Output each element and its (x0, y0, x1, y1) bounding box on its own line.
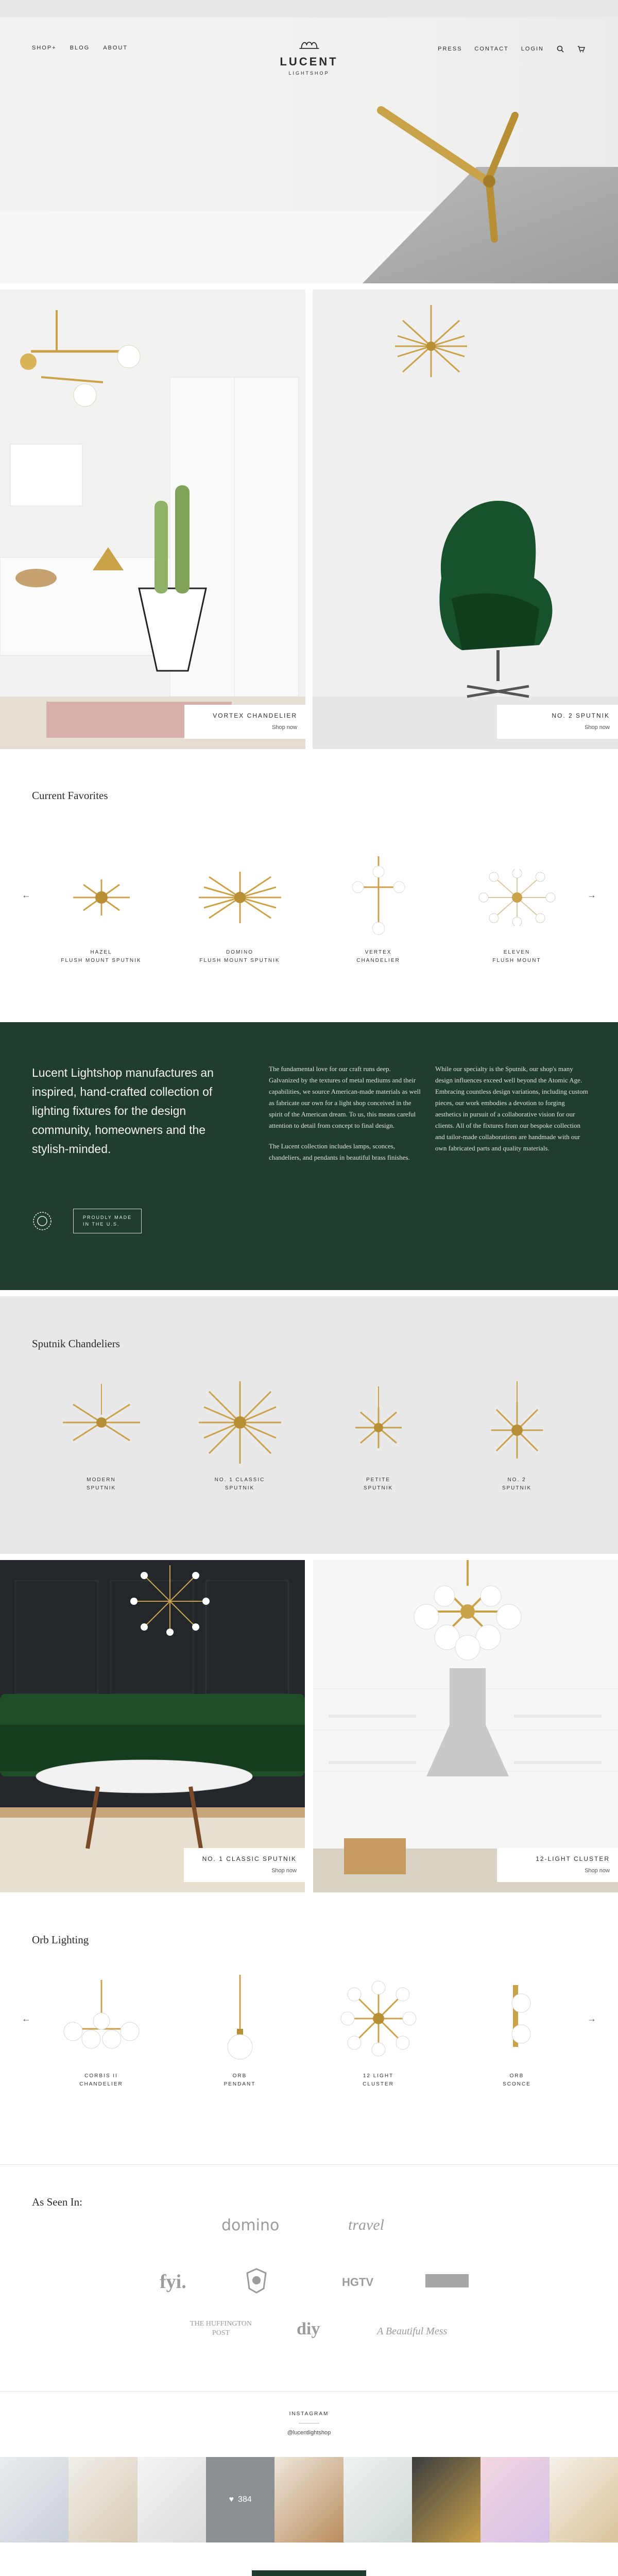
press-crest-icon (245, 2268, 268, 2294)
top-strip (0, 0, 618, 18)
nav-press[interactable]: PRESS (438, 46, 462, 52)
press-logo-domino: domino (221, 2216, 280, 2234)
vortex-shop-link[interactable]: Shop now (272, 724, 297, 731)
product-corbis-ii[interactable] (42, 1972, 161, 2089)
favorites-next-icon[interactable]: → (587, 890, 596, 900)
nav-login[interactable]: LOGIN (521, 46, 544, 52)
badge-line-1: PROUDLY MADE (83, 1215, 132, 1220)
feature-panel-no1-classic[interactable] (0, 1560, 305, 1892)
feature-panel-vortex[interactable] (0, 290, 305, 749)
petite-sputnik-name-1: PETITE (366, 1477, 390, 1483)
orb-sconce-name-2: SCONCE (503, 2081, 531, 2087)
nav-contact[interactable]: CONTACT (474, 46, 509, 52)
cluster-shop-link[interactable]: Shop now (585, 1868, 610, 1874)
vortex-caption (184, 705, 305, 739)
heart-icon: ♥ (229, 2495, 234, 2504)
instagram-follow (0, 2543, 618, 2576)
no1-classic-sputnik-image (194, 1376, 286, 1469)
press-logo-huffington: THE HUFFINGTON POST (190, 2320, 252, 2337)
seal-icon (32, 1211, 53, 1231)
hazel-name-2: FLUSH MOUNT SPUTNIK (61, 958, 142, 963)
feature-panel-no2-sputnik[interactable] (313, 290, 618, 749)
no2-sputnik-name-1: NO. 2 (507, 1477, 526, 1483)
cluster-name-1: 12 LIGHT (363, 2073, 394, 2079)
orb-prev-icon[interactable]: ← (22, 2013, 31, 2024)
made-in-usa-badge (32, 1209, 142, 1233)
no2-sputnik-shop-link[interactable]: Shop now (585, 724, 610, 731)
insta-tile-3[interactable] (138, 2457, 206, 2543)
sputnik-title: Sputnik Chandeliers (32, 1337, 120, 1350)
corbis-ii-name-2: CHANDELIER (79, 2081, 123, 2087)
kitchen-image (313, 1560, 618, 1892)
sputnik-chandeliers (0, 1296, 618, 1554)
egg-chair-image (313, 290, 618, 749)
as-seen-in (0, 2164, 618, 2391)
orb-sconce-image (502, 1980, 533, 2057)
room-scene-image (0, 290, 305, 749)
eleven-name-1: ELEVEN (503, 950, 530, 955)
insta-tile-4[interactable] (206, 2457, 274, 2543)
orb-pendant-name-2: PENDANT (224, 2081, 256, 2087)
green-sofa-image (0, 1560, 305, 1892)
product-orb-pendant[interactable] (181, 1972, 299, 2089)
orb-sconce-name-1: ORB (509, 2073, 524, 2079)
logo-sub: LIGHTSHOP (288, 71, 330, 76)
eleven-fixture-image (478, 869, 556, 926)
orb-pendant-name-1: ORB (232, 2073, 247, 2079)
instagram-header (0, 2391, 618, 2457)
instagram-likes: 384 (238, 2495, 252, 2504)
hazel-fixture-image (68, 874, 135, 921)
press-logo-fyi: fyi. (160, 2271, 186, 2293)
press-logo-diy: diy (297, 2319, 320, 2338)
follow-instagram-button[interactable] (252, 2570, 366, 2576)
insta-tile-7[interactable] (412, 2457, 480, 2543)
hero (0, 18, 618, 283)
cart-icon[interactable] (577, 45, 585, 53)
cluster-caption (497, 1848, 618, 1882)
current-favorites (0, 749, 618, 1022)
badge-line-2: IN THE U.S. (83, 1222, 120, 1227)
no1-classic-sputnik-name-2: SPUTNIK (225, 1485, 255, 1491)
no2-sputnik-caption (497, 705, 618, 739)
no1-classic-sputnik-name-1: NO. 1 CLASSIC (214, 1477, 265, 1483)
corbis-ii-name-1: CORBIS II (84, 2073, 118, 2079)
product-domino[interactable] (181, 854, 299, 965)
no2-sputnik-image (486, 1381, 548, 1464)
insta-tile-2[interactable] (68, 2457, 137, 2543)
insta-tile-6[interactable] (344, 2457, 412, 2543)
no1-classic-caption (184, 1848, 305, 1882)
nav-blog[interactable]: BLOG (70, 45, 90, 51)
cluster-name-2: CLUSTER (363, 2081, 394, 2087)
domino-fixture-image (194, 869, 286, 926)
vertex-name-1: VERTEX (365, 950, 392, 955)
insta-tile-8[interactable] (480, 2457, 549, 2543)
corbis-ii-image (58, 1980, 145, 2057)
orb-next-icon[interactable]: → (587, 2013, 596, 2024)
logo-name: LUCENT (280, 55, 338, 68)
no2-sputnik-title: NO. 2 SPUTNIK (552, 712, 610, 719)
vortex-title: VORTEX CHANDELIER (213, 712, 297, 719)
about-columns (269, 1063, 588, 1163)
product-eleven[interactable] (458, 854, 576, 965)
eleven-name-2: FLUSH MOUNT (492, 958, 541, 963)
no2-sputnik-name-2: SPUTNIK (502, 1485, 532, 1491)
insta-tile-9[interactable] (550, 2457, 618, 2543)
press-logo-travel: travel (348, 2216, 384, 2233)
hero-brass-sconce (360, 95, 530, 244)
modern-sputnik-name-2: SPUTNIK (86, 1485, 116, 1491)
press-logo-hgtv: HGTV (342, 2276, 374, 2289)
product-no1-classic-sputnik[interactable] (181, 1376, 299, 1493)
nav-about[interactable]: ABOUT (103, 45, 128, 51)
made-in-usa-label (73, 1209, 142, 1233)
cluster-image (340, 1980, 417, 2057)
feature-panels-2 (0, 1560, 618, 1892)
modern-sputnik-image (58, 1384, 145, 1461)
press-rect-logo (425, 2274, 469, 2287)
product-no2-sputnik[interactable] (458, 1376, 576, 1493)
product-hazel[interactable] (42, 854, 161, 965)
petite-sputnik-name-2: SPUTNIK (363, 1485, 393, 1491)
modern-sputnik-name-1: MODERN (87, 1477, 116, 1483)
cluster-title: 12-LIGHT CLUSTER (536, 1855, 610, 1862)
product-vertex[interactable] (319, 854, 438, 965)
feature-panel-12-light-cluster[interactable] (313, 1560, 618, 1892)
instagram-heading: INSTAGRAM (289, 2411, 329, 2417)
instagram-handle[interactable]: @lucentlightshop (287, 2430, 331, 2436)
product-modern-sputnik[interactable] (42, 1376, 161, 1493)
favorites-prev-icon[interactable]: ← (22, 890, 31, 900)
orb-pendant-image (225, 1975, 255, 2062)
instagram-divider (299, 2423, 319, 2424)
favorites-title: Current Favorites (32, 789, 108, 802)
product-12-light-cluster[interactable] (319, 1972, 438, 2089)
insta-tile-1[interactable] (0, 2457, 68, 2543)
product-petite-sputnik[interactable] (319, 1376, 438, 1493)
no1-classic-shop-link[interactable]: Shop now (271, 1868, 297, 1874)
domino-name-1: DOMINO (226, 950, 254, 955)
vertex-name-2: CHANDELIER (356, 958, 400, 963)
hazel-name-1: HAZEL (90, 950, 112, 955)
vertex-fixture-image (348, 856, 409, 939)
press-logo-abeautifulmess: A Beautiful Mess (377, 2326, 448, 2337)
about-section (0, 1022, 618, 1290)
orb-lighting (0, 1892, 618, 2164)
main-nav (0, 18, 618, 79)
press-title: As Seen In: (32, 2196, 82, 2208)
product-orb-sconce[interactable] (458, 1972, 576, 2089)
site-logo[interactable] (280, 38, 338, 76)
orb-title: Orb Lighting (32, 1934, 89, 1946)
domino-name-2: FLUSH MOUNT SPUTNIK (199, 958, 280, 963)
instagram-feed (0, 2457, 618, 2543)
insta-tile-5[interactable] (274, 2457, 343, 2543)
about-paragraph-2: The Lucent collection includes lamps, sconces, chandeliers, and pendants in beautiful brass finishes. While our specialty is the Sputnik, our shop's many design influences exceed well beyond the Atomic Age. Embracing countless design variations, including custom pieces, our work embodies a devotion to forging aesthetics in pursuit of a collaborative vision for our clients. All of the fixtures from our bespoke collection and tailor-made collaborations are handmade with our own fabricated parts and quality materials. (269, 1065, 588, 1161)
about-lead: Lucent Lightshop manufactures an inspired, hand-crafted collection of lighting fixtures for the design community, homeowners and the stylish-minded. (32, 1066, 214, 1156)
nav-shop[interactable]: SHOP+ (32, 45, 57, 51)
petite-sputnik-image (350, 1386, 407, 1459)
about-paragraph-1: The fundamental love for our craft runs deep. Galvanized by the textures of metal mediums and their capabilities, we source American-made materials as well as fabricate our own for a light shop conceived in the spirit of the American dream. To us, this means careful attention to detail from concept to final design. (269, 1065, 421, 1129)
no1-classic-title: NO. 1 CLASSIC SPUTNIK (202, 1855, 297, 1862)
search-icon[interactable] (556, 45, 564, 53)
feature-panels (0, 290, 618, 749)
logo-mark-icon (298, 38, 320, 50)
